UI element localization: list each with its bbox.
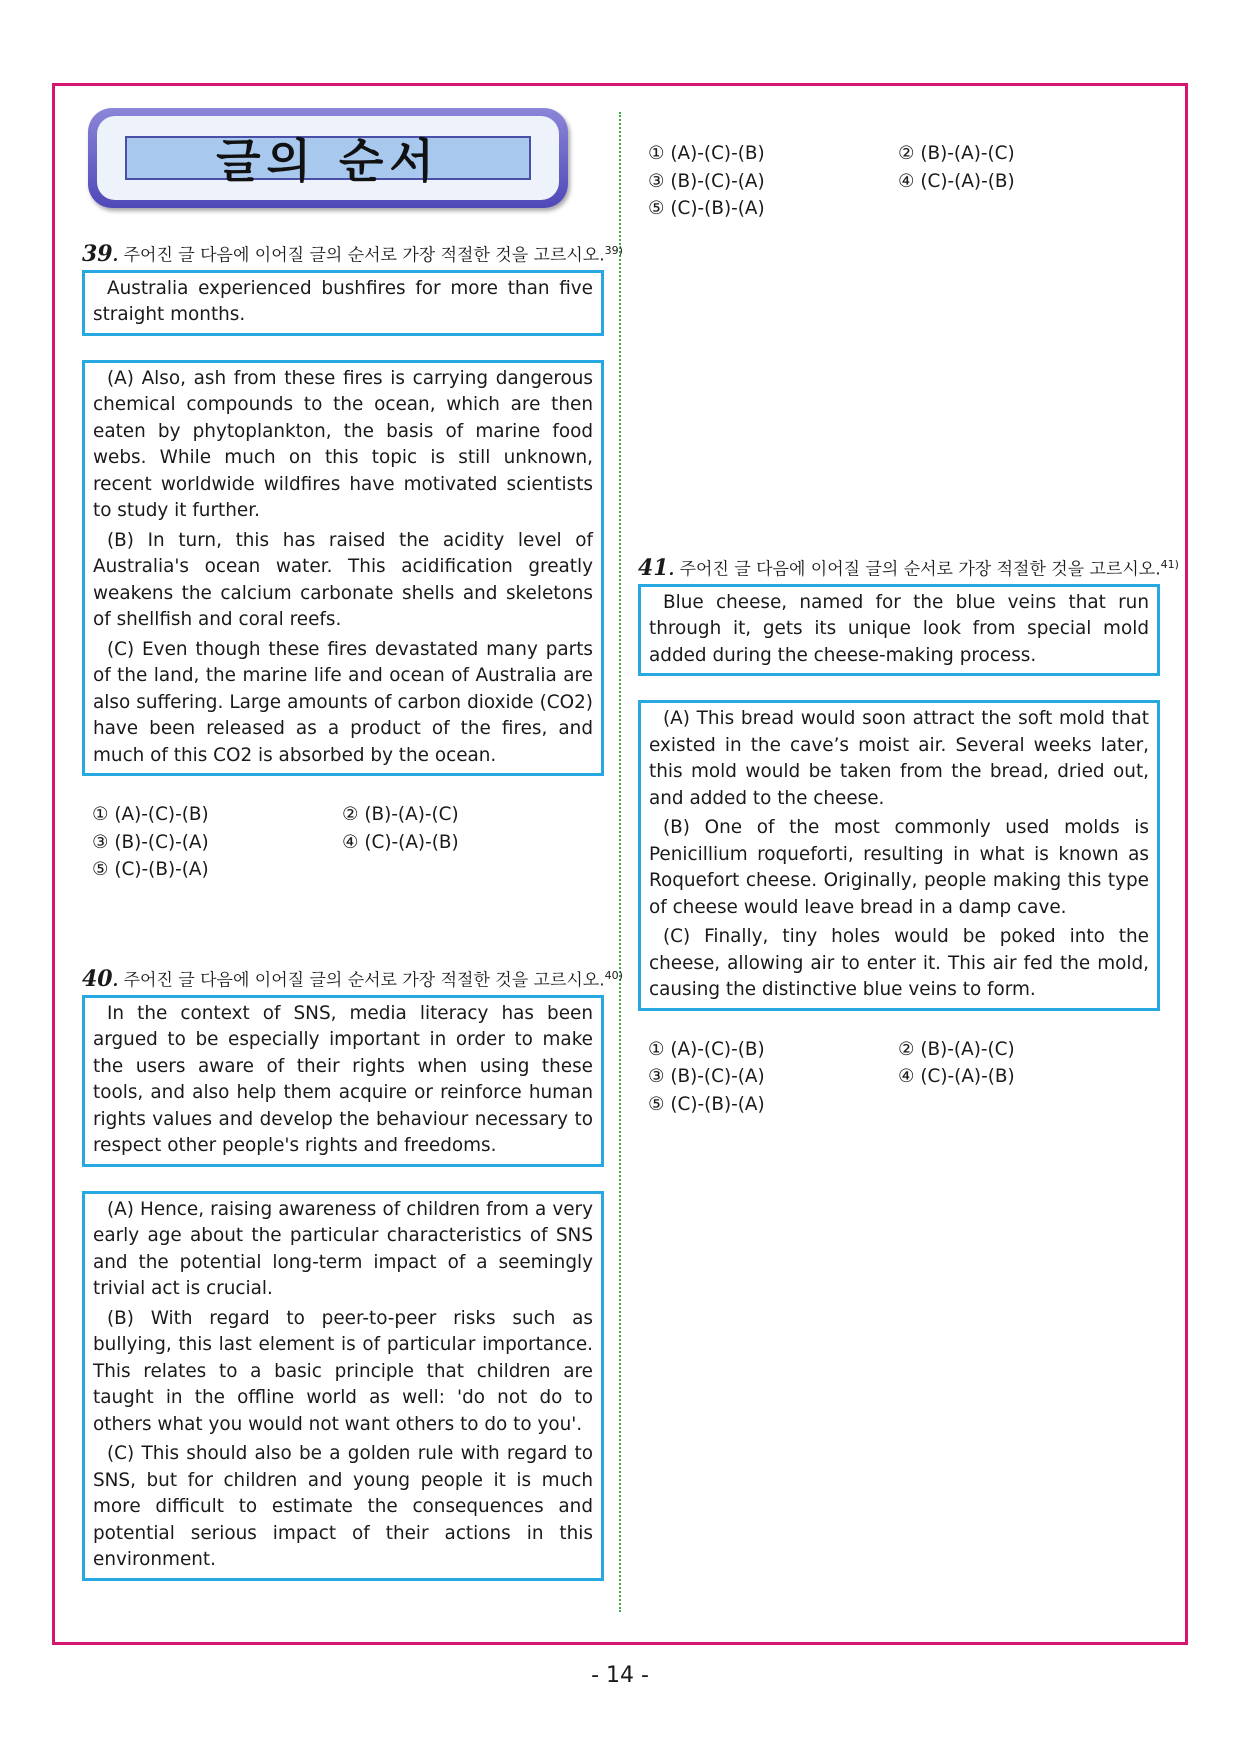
option-2[interactable]: ② (B)-(A)-(C) bbox=[342, 804, 459, 826]
section-title-banner bbox=[88, 108, 568, 208]
given-passage: Australia experienced bushfires for more than five straight months. bbox=[93, 277, 593, 326]
question-number: 39 bbox=[82, 240, 113, 267]
question-header: 40. 주어진 글 다음에 이어질 글의 순서로 가장 적절한 것을 고르시오.$^{40)}$ bbox=[82, 965, 623, 992]
question-40-options bbox=[638, 140, 1160, 223]
option-3[interactable]: ③ (B)-(C)-(A) bbox=[92, 831, 209, 853]
paragraph-a: (A) Hence, raising awareness of children from a very early age about the particular characteristics of SNS and the potential long-term impact of a seemingly trivial act is crucial. bbox=[93, 1198, 593, 1300]
given-passage-box bbox=[638, 584, 1160, 677]
option-1[interactable]: ① (A)-(C)-(B) bbox=[648, 143, 765, 164]
given-passage: In the context of SNS, media literacy has been argued to be especially important in order to make the users aware of their rights when using these tools, and also help them acquire or reinforce human rights values and develop the behaviour necessary to respect other people's rights and freedoms. bbox=[93, 1002, 593, 1157]
footnote-marker: 39) bbox=[604, 244, 623, 257]
question-number: 41 bbox=[638, 554, 669, 581]
paragraph-a: (A) This bread would soon attract the soft mold that existed in the cave’s moist air. Several weeks later, this mold would be taken from the bread, dried out, and added to the cheese. bbox=[649, 708, 1149, 809]
paragraph-c: (C) Finally, tiny holes would be poked into the cheese, allowing air to enter it. This air fed the mold, causing the distinctive blue veins to form. bbox=[649, 926, 1149, 1001]
option-5[interactable]: ⑤ (C)-(B)-(A) bbox=[648, 198, 765, 219]
option-2[interactable]: ② (B)-(A)-(C) bbox=[898, 143, 1015, 164]
footnote-marker: 41) bbox=[1160, 558, 1179, 571]
question-header: 39. 주어진 글 다음에 이어질 글의 순서로 가장 적절한 것을 고르시오.$^{39)}$ bbox=[82, 240, 623, 267]
paragraph-a: (A) Also, ash from these fires is carrying dangerous chemical compounds to the ocean, which are then eaten by phytoplankton, the basis of marine food webs. While much on this topic is still unknown, recent worldwide wildfires have motivated scientists to study it further. bbox=[93, 367, 593, 522]
page-number: - 14 - bbox=[591, 1663, 649, 1688]
answer-options bbox=[82, 801, 604, 884]
given-passage-box bbox=[82, 995, 604, 1167]
option-3[interactable]: ③ (B)-(C)-(A) bbox=[648, 170, 765, 192]
question-number: 40 bbox=[82, 965, 113, 992]
option-4[interactable]: ④ (C)-(A)-(B) bbox=[342, 831, 459, 853]
given-passage: Blue cheese, named for the blue veins that run through it, gets its unique look from special mold added during the cheese-making process. bbox=[649, 591, 1149, 666]
paragraph-box bbox=[82, 1191, 604, 1581]
question-40 bbox=[82, 965, 623, 1581]
paragraph-b: (B) In turn, this has raised the acidity level of Australia's ocean water. This acidification greatly weakens the calcium carbonate shells and skeletons of shellfish and coral reefs. bbox=[93, 529, 593, 631]
option-2[interactable]: ② (B)-(A)-(C) bbox=[898, 1038, 1015, 1060]
question-instruction: 주어진 글 다음에 이어질 글의 순서로 가장 적절한 것을 고르시오. bbox=[123, 245, 605, 266]
option-5[interactable]: ⑤ (C)-(B)-(A) bbox=[92, 859, 209, 881]
option-4[interactable]: ④ (C)-(A)-(B) bbox=[898, 1066, 1015, 1088]
question-39 bbox=[82, 240, 623, 884]
paragraph-box bbox=[82, 360, 604, 777]
answer-options bbox=[638, 140, 1160, 223]
question-instruction: 주어진 글 다음에 이어질 글의 순서로 가장 적절한 것을 고르시오. bbox=[679, 559, 1161, 580]
column-divider bbox=[619, 112, 621, 1612]
paragraph-c: (C) This should also be a golden rule with regard to SNS, but for children and young people it is much more difficult to estimate the consequences and potential serious impact of their actions in this environment. bbox=[93, 1443, 593, 1571]
question-instruction: 주어진 글 다음에 이어질 글의 순서로 가장 적절한 것을 고르시오. bbox=[123, 970, 605, 991]
option-3[interactable]: ③ (B)-(C)-(A) bbox=[648, 1066, 765, 1088]
footnote-marker: 40) bbox=[604, 969, 623, 982]
paragraph-c: (C) Even though these fires devastated many parts of the land, the marine life and ocean of Australia are also suffering. Large amounts of carbon dioxide (CO2) have been released as a product of the fires, and much of this CO2 is absorbed by the ocean. bbox=[93, 638, 593, 766]
section-title: 글의 순서 bbox=[216, 134, 440, 188]
option-1[interactable]: ① (A)-(C)-(B) bbox=[648, 1038, 765, 1060]
paragraph-box bbox=[638, 700, 1160, 1011]
paragraph-b: (B) One of the most commonly used molds is Penicillium roqueforti, resulting in what is known as Roquefort cheese. Originally, people making this type of cheese would leave bread in a damp cave. bbox=[649, 817, 1149, 918]
paragraph-b: (B) With regard to peer-to-peer risks such as bullying, this last element is of particular importance. This relates to a basic principle that children are taught in the offline world as well: 'do not do to others what you would not want others to do to you'. bbox=[93, 1307, 593, 1435]
given-passage-box bbox=[82, 270, 604, 336]
answer-options bbox=[638, 1036, 1160, 1119]
question-header: 41. 주어진 글 다음에 이어질 글의 순서로 가장 적절한 것을 고르시오.$^{41)}$ bbox=[638, 554, 1179, 581]
question-41 bbox=[638, 554, 1179, 1118]
option-4[interactable]: ④ (C)-(A)-(B) bbox=[898, 170, 1015, 192]
option-1[interactable]: ① (A)-(C)-(B) bbox=[92, 804, 209, 826]
option-5[interactable]: ⑤ (C)-(B)-(A) bbox=[648, 1093, 765, 1115]
